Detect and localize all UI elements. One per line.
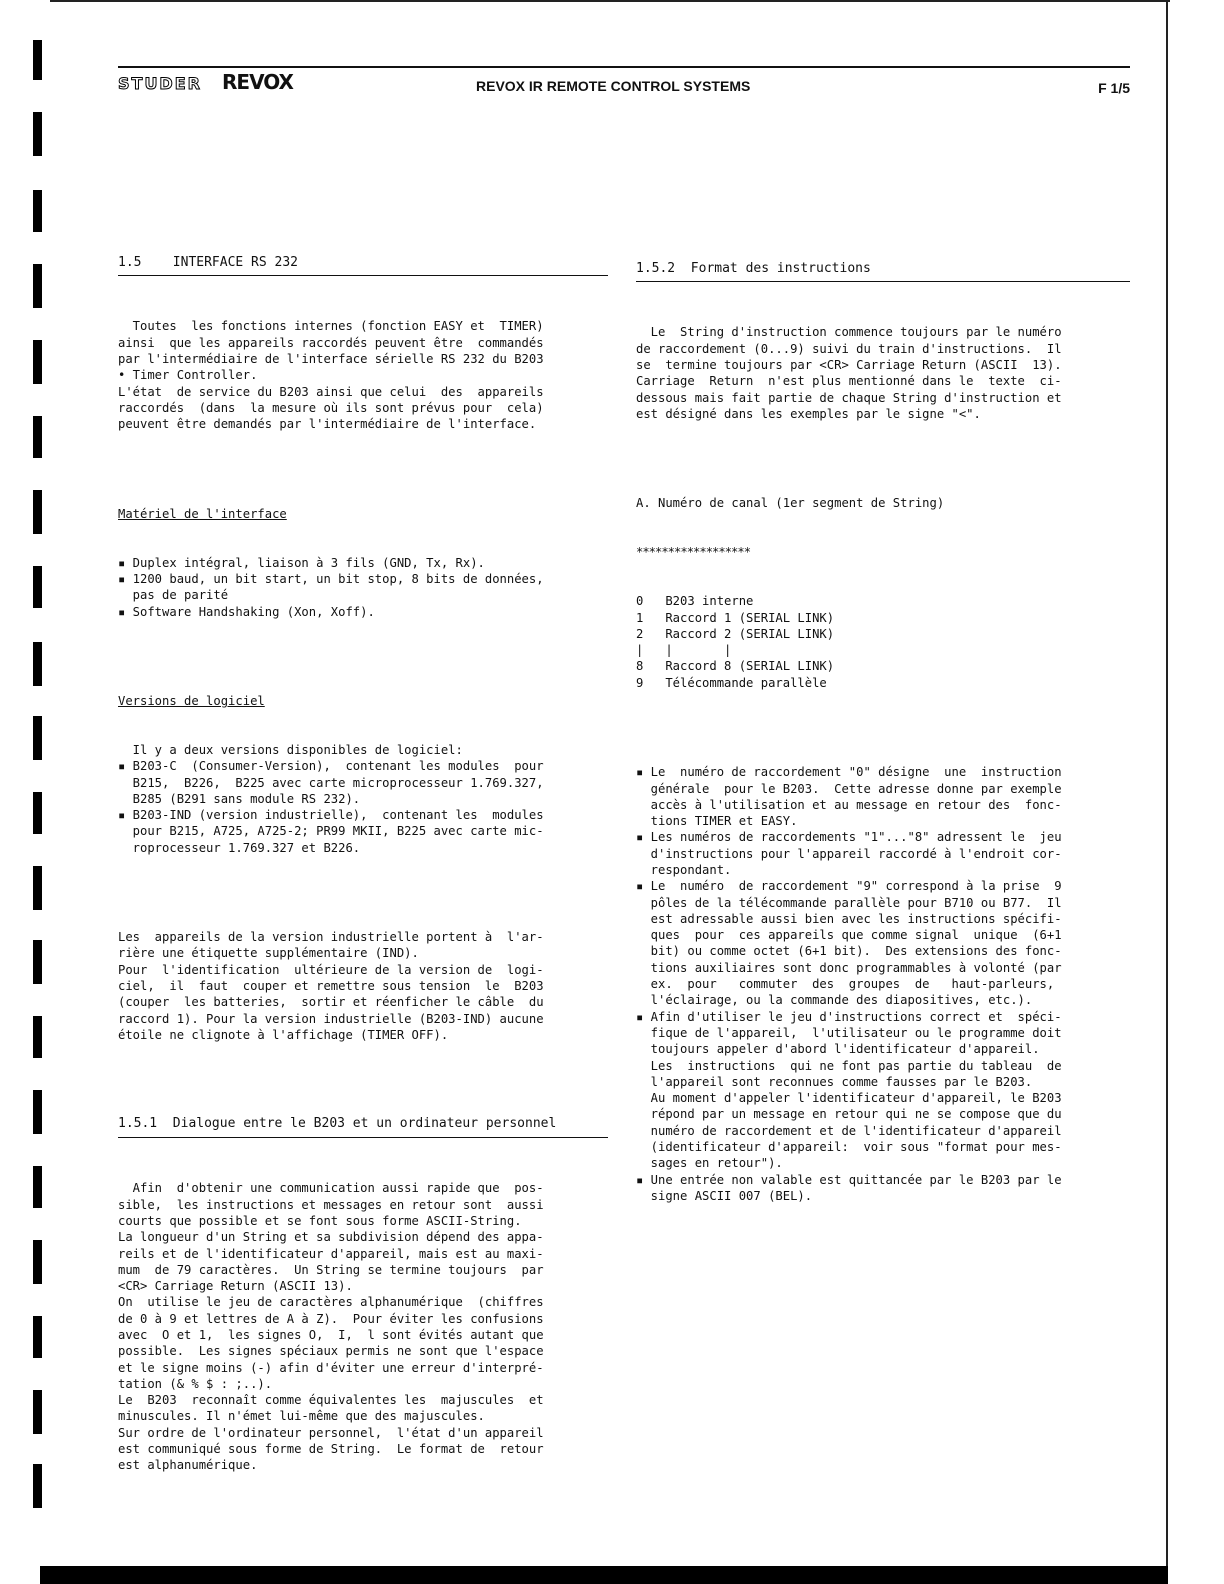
text-line: Les instructions qui ne font pas partie du tableau de <box>636 1058 1062 1073</box>
text-line: pôles de la télécommande parallèle pour B710 ou B77. Il <box>636 895 1062 910</box>
text-line: mum de 79 caractères. Un String se termine toujours par <box>118 1262 544 1277</box>
binder-mark <box>33 1090 42 1134</box>
materiel-list <box>118 555 608 620</box>
text-line: est alphanumérique. <box>118 1458 258 1473</box>
text-line: ciel, il faut couper et remettre sous tension le B203 <box>118 979 544 994</box>
text-line: minuscules. Il n'émet lui-même que des majuscules. <box>118 1409 485 1424</box>
section-heading-dialogue: 1.5.1 Dialogue entre le B203 et un ordinateur personnel <box>118 1116 608 1137</box>
text-line: Au moment d'appeler l'identificateur d'appareil, le B203 <box>636 1091 1062 1106</box>
studer-logo: STUDER <box>118 74 202 93</box>
text-line: B215, B226, B225 avec carte microprocesseur 1.769.327, <box>118 775 544 790</box>
binder-mark <box>33 416 42 458</box>
text-line: Carriage Return n'est plus mentionné dans le texte ci- <box>636 374 1062 389</box>
text-line: | | | <box>636 643 732 658</box>
text-line: reils et de l'identificateur d'appareil, mais est au maxi- <box>118 1246 544 1261</box>
dialogue-paragraph <box>118 1180 608 1473</box>
text-line: rière une étiquette supplémentaire (IND). <box>118 946 419 961</box>
text-line: raccordés (dans la mesure où ils sont prévus pour cela) <box>118 400 544 415</box>
format-intro-paragraph <box>636 324 1130 422</box>
text-line: ▪ Duplex intégral, liaison à 3 fils (GND, Tx, Rx). <box>118 555 485 570</box>
text-line: de raccordement (0...9) suivi du train d'instructions. Il <box>636 341 1062 356</box>
text-line: tions TIMER et EASY. <box>636 814 798 829</box>
text-line: 1 Raccord 1 (SERIAL LINK) <box>636 610 835 625</box>
text-line: ▪ 1200 baud, un bit start, un bit stop, 8 bits de données, <box>118 571 544 586</box>
text-line: ▪ Le numéro de raccordement "9" correspond à la prise 9 <box>636 879 1062 894</box>
text-line: (identificateur d'appareil: voir sous "format pour mes- <box>636 1140 1062 1155</box>
page-frame-bottom <box>40 1566 1168 1584</box>
binder-mark <box>33 112 42 156</box>
asterisk-rule: ****************** <box>636 545 751 560</box>
text-line: (couper les batteries, sortir et réenficher le câble du <box>118 995 544 1010</box>
text-line: l'appareil sont reconnues comme fausses par le B203. <box>636 1074 1033 1089</box>
text-line: l'éclairage, ou la commande des diapositives, etc.). <box>636 993 1033 1008</box>
text-line: étoile ne clignote à l'affichage (TIMER OFF). <box>118 1027 449 1042</box>
binder-mark <box>33 1016 42 1058</box>
text-line: ▪ Le numéro de raccordement "0" désigne une instruction <box>636 765 1062 780</box>
text-line: <CR> Carriage Return (ASCII 13). <box>118 1279 353 1294</box>
text-line: 2 Raccord 2 (SERIAL LINK) <box>636 626 835 641</box>
binder-mark <box>33 1390 42 1434</box>
text-line: ex. pour commuter des groupes de haut-parleurs, <box>636 977 1055 992</box>
text-line: tions auxiliaires sont donc programmables à volonté (par <box>636 960 1062 975</box>
section-heading-interface-rs232: 1.5 INTERFACE RS 232 <box>118 255 608 276</box>
section-heading-format: 1.5.2 Format des instructions <box>636 261 1130 282</box>
revox-logo: REVOX <box>222 70 293 94</box>
text-line: pas de parité <box>118 588 229 603</box>
text-line: se termine toujours par <CR> Carriage Return (ASCII 13). <box>636 358 1062 373</box>
binder-mark <box>33 190 42 232</box>
text-line: respondant. <box>636 862 732 877</box>
text-line: ▪ Une entrée non valable est quittancée par le B203 par le <box>636 1172 1062 1187</box>
text-line: fique de l'appareil, l'utilisateur ou le programme doit <box>636 1025 1062 1040</box>
text-line: Toutes les fonctions internes (fonction EASY et TIMER) <box>118 319 544 334</box>
text-line: et le signe moins (-) afin d'éviter une erreur d'interpré- <box>118 1360 544 1375</box>
binder-mark <box>33 792 42 834</box>
binder-mark <box>33 866 42 910</box>
intro-paragraph <box>118 318 608 432</box>
text-line: L'état de service du B203 ainsi que celui des appareils <box>118 384 544 399</box>
text-line: est adressable aussi bien avec les instructions spécifi- <box>636 911 1062 926</box>
text-line: 8 Raccord 8 (SERIAL LINK) <box>636 659 835 674</box>
text-line: Sur ordre de l'ordinateur personnel, l'état d'un appareil <box>118 1425 544 1440</box>
text-line: courts que possible et se font sous forme ASCII-String. <box>118 1213 522 1228</box>
page-header <box>118 66 1130 102</box>
text-line: ▪ Software Handshaking (Xon, Xoff). <box>118 604 375 619</box>
text-line: ▪ B203-C (Consumer-Version), contenant les modules pour <box>118 759 544 774</box>
canal-list <box>636 593 1130 691</box>
text-line: ques pour ces appareils que comme signal unique (6+1 <box>636 928 1062 943</box>
binder-mark <box>33 642 42 686</box>
text-line: Pour l'identification ultérieure de la version de logi- <box>118 962 544 977</box>
binder-mark <box>33 264 42 308</box>
text-line: ainsi que les appareils raccordés peuvent être commandés <box>118 335 544 350</box>
text-line: accès à l'utilisation et au message en retour des fonc- <box>636 797 1062 812</box>
text-line: est communiqué sous forme de String. Le format de retour <box>118 1442 544 1457</box>
text-line: sages en retour"). <box>636 1156 783 1171</box>
text-line: Le String d'instruction commence toujours par le numéro <box>636 325 1062 340</box>
text-line: raccord 1). Pour la version industrielle (B203-IND) aucune <box>118 1011 544 1026</box>
text-line: générale pour le B203. Cette adresse donne par exemple <box>636 781 1062 796</box>
header-rule <box>118 66 1130 68</box>
binder-mark <box>33 490 42 534</box>
text-line: sible, les instructions et messages en retour sont aussi <box>118 1197 544 1212</box>
subheading-canal: A. Numéro de canal (1er segment de String) <box>636 496 945 511</box>
page-number: F 1/5 <box>1098 80 1130 96</box>
text-line: numéro de raccordement et de l'identificateur d'appareil <box>636 1123 1062 1138</box>
binder-mark <box>33 40 42 80</box>
industrial-paragraph <box>118 929 608 1043</box>
text-line: avec O et 1, les signes O, I, l sont évités autant que <box>118 1328 544 1342</box>
text-line: ▪ Afin d'utiliser le jeu d'instructions correct et spéci- <box>636 1009 1062 1024</box>
page-frame-right <box>1166 0 1168 1584</box>
text-line: est désigné dans les exemples par le signe "<". <box>636 406 981 421</box>
text-line: tation (& % $ : ;..). <box>118 1376 273 1391</box>
text-line: On utilise le jeu de caractères alphanumérique (chiffres <box>118 1295 544 1310</box>
document-title: REVOX IR REMOTE CONTROL SYSTEMS <box>476 78 751 94</box>
text-line: ▪ Les numéros de raccordements "1"..."8" adressent le jeu <box>636 830 1062 845</box>
text-line: dessous mais fait partie de chaque String d'instruction et <box>636 390 1062 405</box>
text-line: signe ASCII 007 (BEL). <box>636 1188 813 1203</box>
text-line: ▪ B203-IND (version industrielle), contenant les modules <box>118 808 544 823</box>
binder-mark <box>33 1316 42 1358</box>
binder-mark <box>33 340 42 384</box>
text-line: • Timer Controller. <box>118 368 258 383</box>
text-line: Le B203 reconnaît comme équivalentes les majuscules et <box>118 1393 544 1408</box>
binder-mark <box>33 566 42 608</box>
page-frame-top <box>50 0 1170 2</box>
text-line: de 0 à 9 et lettres de A à Z). Pour éviter les confusions <box>118 1311 544 1326</box>
text-line: B285 (B291 sans module RS 232). <box>118 791 361 806</box>
text-line: 9 Télécommande parallèle <box>636 675 827 690</box>
binder-mark <box>33 716 42 760</box>
text-line: 0 B203 interne <box>636 594 754 609</box>
text-line: Les appareils de la version industrielle portent à l'ar- <box>118 930 544 945</box>
text-line: bit) ou comme octet (6+1 bit). Des extensions des fonc- <box>636 944 1062 959</box>
subheading-materiel: Matériel de l'interface <box>118 506 287 521</box>
text-line: roprocesseur 1.769.327 et B226. <box>118 840 361 855</box>
subheading-versions: Versions de logiciel <box>118 694 265 709</box>
text-line: répond par un message en retour qui ne se compose que du <box>636 1107 1062 1122</box>
right-column <box>636 228 1130 1221</box>
text-line: La longueur d'un String et sa subdivision dépend des appa- <box>118 1230 544 1245</box>
binder-mark <box>33 1240 42 1284</box>
text-line: pour B215, A725, A725-2; PR99 MKII, B225 avec carte mic- <box>118 824 544 839</box>
text-line: Il y a deux versions disponibles de logiciel: <box>118 742 463 757</box>
text-line: d'instructions pour l'appareil raccordé à l'endroit cor- <box>636 846 1062 861</box>
format-bullets <box>636 764 1130 1204</box>
binder-mark <box>33 1166 42 1208</box>
text-line: toujours appeler d'abord l'identificateur d'appareil. <box>636 1042 1040 1057</box>
versions-list <box>118 742 608 856</box>
text-line: par l'intermédiaire de l'interface sérielle RS 232 du B203 <box>118 352 544 367</box>
binder-mark <box>33 940 42 984</box>
binder-mark <box>33 1464 42 1508</box>
text-line: possible. Les signes spéciaux permis ne sont que l'espace <box>118 1344 544 1359</box>
left-column <box>118 222 608 1490</box>
text-line: peuvent être demandés par l'intermédiaire de l'interface. <box>118 417 537 432</box>
text-line: Afin d'obtenir une communication aussi rapide que pos- <box>118 1181 544 1196</box>
